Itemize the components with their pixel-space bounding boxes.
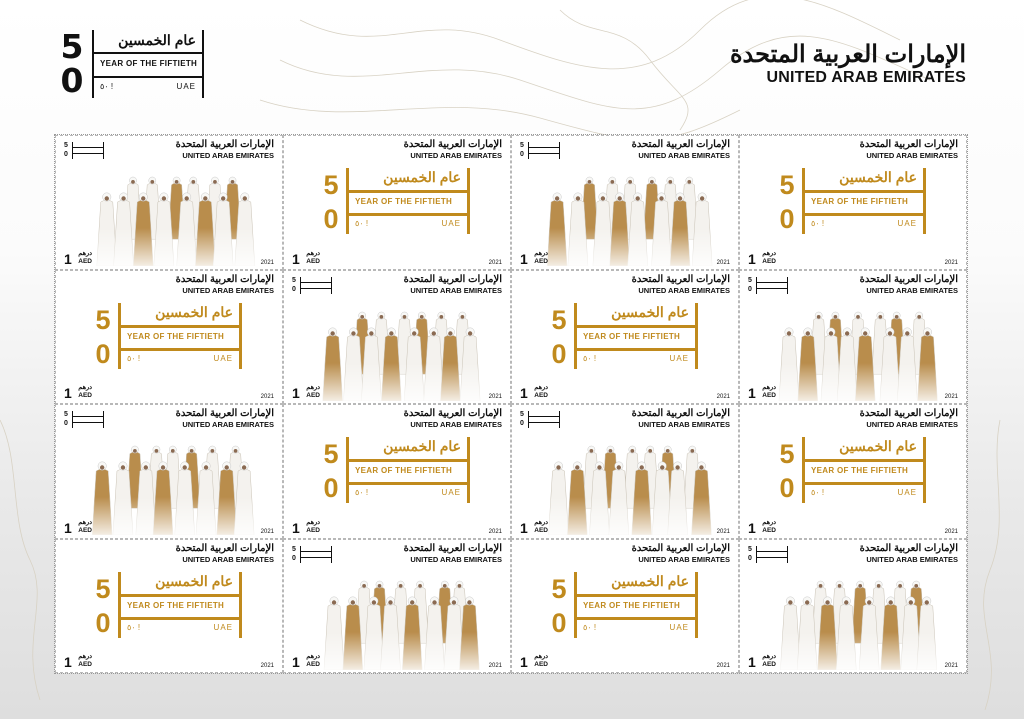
logo-bar <box>94 52 202 78</box>
currency-english: AED <box>306 526 320 534</box>
stamp-year: 2021 <box>488 528 502 535</box>
logo-mark-right: UAE <box>441 219 461 228</box>
stamp-country-english: UNITED ARAB EMIRATES <box>638 554 730 564</box>
stamp-year: 2021 <box>716 394 730 400</box>
stamp-year: 2021 <box>944 259 958 266</box>
logo-bar <box>349 459 467 485</box>
logo-bar <box>349 190 467 216</box>
denomination-value: 1 <box>520 519 528 536</box>
logo-mark-left: ٥٠ ! <box>811 219 825 228</box>
stamp-country <box>860 139 958 160</box>
currency-arabic: درهم <box>534 384 549 391</box>
stamp-country <box>860 408 958 429</box>
denomination-value: 1 <box>292 250 300 267</box>
currency-english: AED <box>78 392 92 399</box>
denomination-value: 1 <box>292 385 300 401</box>
year-of-fiftieth-logo <box>320 437 468 505</box>
mini-logo-number: 5 0 <box>520 142 524 158</box>
stamp-logo <box>739 404 967 539</box>
stamp-country <box>632 543 730 564</box>
logo-english-title: YEAR OF THE FIFTIETH <box>583 331 681 341</box>
stamp-country <box>404 274 502 295</box>
logo-mark-right: UAE <box>213 353 233 363</box>
mini-logo-number: 5 0 <box>292 276 296 293</box>
logo-frame <box>802 168 926 234</box>
stamp-country-english: UNITED ARAB EMIRATES <box>410 554 502 564</box>
logo-mark-left: ٥٠ ! <box>355 219 369 228</box>
stamp-denomination <box>64 248 92 266</box>
logo-english-title: YEAR OF THE FIFTIETH <box>127 331 225 341</box>
stamp-photo <box>283 270 511 405</box>
mini-logo-number: 5 0 <box>748 545 752 562</box>
currency <box>78 653 92 669</box>
currency <box>762 384 776 400</box>
mini-logo-frame <box>300 277 332 294</box>
stamp-country-arabic: الإمارات العربية المتحدة <box>175 542 274 554</box>
stamp-year: 2021 <box>944 528 958 535</box>
stamp-grid <box>55 135 967 673</box>
logo-english-title: YEAR OF THE FIFTIETH <box>355 466 453 475</box>
logo-arabic-title: عام الخمسين <box>611 303 689 320</box>
stamp-country <box>404 139 502 160</box>
denomination-value: 1 <box>64 385 72 401</box>
logo-frame <box>346 437 470 503</box>
currency-english: AED <box>78 661 92 668</box>
stamp-year: 2021 <box>944 663 958 669</box>
currency <box>534 519 548 535</box>
currency <box>306 384 320 400</box>
currency <box>78 519 92 535</box>
currency-arabic: درهم <box>306 249 321 257</box>
sheet-year-of-fiftieth-logo <box>58 27 208 104</box>
logo-mark-right: UAE <box>213 622 233 632</box>
stamp-denomination <box>292 517 320 535</box>
currency <box>762 250 776 266</box>
currency-arabic: درهم <box>306 518 321 526</box>
denomination-value: 1 <box>748 654 756 670</box>
logo-mark-left: ٥٠ ! <box>355 488 369 497</box>
year-of-fiftieth-logo <box>776 168 924 236</box>
stamp-country-english: UNITED ARAB EMIRATES <box>410 420 502 429</box>
stamp-country-arabic: الإمارات العربية المتحدة <box>859 139 958 150</box>
stamp-denomination <box>520 248 548 266</box>
logo-bar <box>121 325 239 351</box>
stamp-country <box>176 274 274 295</box>
logo-frame <box>92 30 204 98</box>
sheet-country-title <box>730 42 966 88</box>
currency <box>534 250 548 266</box>
currency-arabic: درهم <box>534 653 549 660</box>
logo-bar <box>121 594 239 620</box>
stamp-country <box>176 408 274 429</box>
logo-english-title: YEAR OF THE FIFTIETH <box>127 600 225 610</box>
currency <box>762 653 776 669</box>
currency-english: AED <box>306 661 320 668</box>
mini-logo-frame <box>528 142 560 159</box>
stamp-country-english: UNITED ARAB EMIRATES <box>638 285 730 295</box>
logo-arabic-title: عام الخمسين <box>383 438 461 454</box>
stamp-denomination <box>292 248 320 266</box>
mini-logo-frame <box>72 411 104 428</box>
logo-frame <box>802 437 926 503</box>
stamp-year: 2021 <box>260 663 274 669</box>
stamp-year: 2021 <box>488 259 502 266</box>
stamp-year: 2021 <box>488 663 502 669</box>
currency-arabic: درهم <box>534 518 549 526</box>
logo-arabic-title: عام الخمسين <box>839 438 917 454</box>
leaders-group-photo <box>86 427 261 535</box>
stamp-country-arabic: الإمارات العربية المتحدة <box>403 542 502 554</box>
logo-mark-right: UAE <box>897 219 917 228</box>
currency <box>306 653 320 669</box>
stamp-denomination <box>748 517 776 535</box>
stamp-photo <box>739 270 967 405</box>
currency-english: AED <box>534 661 548 668</box>
stamp-country <box>860 543 958 564</box>
currency-arabic: درهم <box>762 518 777 526</box>
stamp-country-english: UNITED ARAB EMIRATES <box>410 151 502 160</box>
logo-mark-left: ٥٠ ! <box>127 353 141 363</box>
year-of-fiftieth-logo <box>320 168 468 236</box>
currency-english: AED <box>534 526 548 534</box>
currency <box>78 250 92 266</box>
year-of-fiftieth-logo <box>92 572 240 640</box>
currency-english: AED <box>534 257 548 265</box>
stamp-country-arabic: الإمارات العربية المتحدة <box>403 139 502 150</box>
stamp-country-english: UNITED ARAB EMIRATES <box>866 554 958 564</box>
logo-bar <box>805 190 923 216</box>
stamp-logo <box>283 135 511 270</box>
logo-arabic-title: عام الخمسين <box>155 572 233 589</box>
stamp-photo <box>739 539 967 674</box>
currency-english: AED <box>762 526 776 534</box>
stamp-logo <box>739 135 967 270</box>
logo-english-title: YEAR OF THE FIFTIETH <box>583 600 681 610</box>
stamp-country <box>632 408 730 429</box>
stamp-denomination <box>748 382 776 400</box>
stamp-country <box>404 408 502 429</box>
mini-logo-frame <box>756 546 788 563</box>
stamp-country-arabic: الإمارات العربية المتحدة <box>859 408 958 419</box>
leaders-group-photo <box>314 293 489 401</box>
logo-frame <box>346 168 470 234</box>
stamp-country <box>404 543 502 564</box>
logo-frame <box>574 303 698 369</box>
currency-english: AED <box>78 526 92 534</box>
year-of-fiftieth-logo <box>548 572 696 640</box>
logo-number: 5 0 <box>95 573 111 638</box>
stamp-photo <box>511 135 739 270</box>
stamp-denomination <box>520 382 548 400</box>
currency <box>762 519 776 535</box>
currency-english: AED <box>762 257 776 265</box>
stamp-country-arabic: الإمارات العربية المتحدة <box>631 542 730 554</box>
stamp-year: 2021 <box>944 394 958 400</box>
stamp-denomination <box>748 651 776 669</box>
stamp-country-english: UNITED ARAB EMIRATES <box>866 151 958 160</box>
stamp-country-english: UNITED ARAB EMIRATES <box>182 151 274 160</box>
stamp-logo <box>55 270 283 405</box>
logo-number: 5 0 <box>60 27 84 100</box>
stamp-year: 2021 <box>716 259 730 266</box>
currency <box>534 653 548 669</box>
leaders-group-photo <box>314 562 489 670</box>
logo-mark-left: ٥٠ ! <box>100 82 114 91</box>
logo-mark-right: UAE <box>669 353 689 363</box>
year-of-fiftieth-logo <box>776 437 924 505</box>
logo-number: 5 0 <box>95 304 111 369</box>
logo-bar <box>577 325 695 351</box>
stamp-year: 2021 <box>260 259 274 266</box>
denomination-value: 1 <box>64 250 72 267</box>
mini-logo-number: 5 0 <box>520 411 524 427</box>
currency-arabic: درهم <box>78 518 93 526</box>
currency-arabic: درهم <box>78 384 93 391</box>
stamp-photo <box>55 135 283 270</box>
currency-arabic: درهم <box>78 249 93 257</box>
country-english: UNITED ARAB EMIRATES <box>766 69 966 86</box>
stamp-photo <box>511 404 739 539</box>
stamp-country-english: UNITED ARAB EMIRATES <box>182 420 274 429</box>
stamp-country <box>632 274 730 295</box>
stamp-denomination <box>292 382 320 400</box>
denomination-value: 1 <box>748 519 756 536</box>
stamp-year: 2021 <box>716 663 730 669</box>
stamp-country-arabic: الإمارات العربية المتحدة <box>631 273 730 285</box>
stamp-country-english: UNITED ARAB EMIRATES <box>410 285 502 295</box>
mini-logo-frame <box>300 546 332 563</box>
stamp-country <box>176 139 274 160</box>
currency-arabic: درهم <box>306 653 321 660</box>
stamp-country-arabic: الإمارات العربية المتحدة <box>175 273 274 285</box>
stamp-country-english: UNITED ARAB EMIRATES <box>182 285 274 295</box>
currency <box>534 384 548 400</box>
denomination-value: 1 <box>520 250 528 267</box>
stamp-country-arabic: الإمارات العربية المتحدة <box>403 273 502 285</box>
logo-arabic-title: عام الخمسين <box>839 169 917 185</box>
currency-english: AED <box>762 392 776 399</box>
country-arabic: الإمارات العربية المتحدة <box>729 41 966 68</box>
logo-number: 5 0 <box>323 170 339 234</box>
denomination-value: 1 <box>520 654 528 670</box>
currency-english: AED <box>306 257 320 265</box>
currency-arabic: درهم <box>762 384 777 391</box>
logo-number: 5 0 <box>323 439 339 503</box>
stamp-denomination <box>520 651 548 669</box>
stamp-denomination <box>64 382 92 400</box>
logo-number: 5 0 <box>551 304 567 369</box>
logo-english-title: YEAR OF THE FIFTIETH <box>355 197 453 206</box>
currency-english: AED <box>306 392 320 399</box>
stamp-country <box>860 274 958 295</box>
currency-arabic: درهم <box>762 653 777 660</box>
stamp-country-arabic: الإمارات العربية المتحدة <box>859 542 958 554</box>
currency-arabic: درهم <box>762 249 777 257</box>
stamp-logo <box>283 404 511 539</box>
logo-mark-right: UAE <box>669 622 689 632</box>
logo-mark-left: ٥٠ ! <box>583 353 597 363</box>
year-of-fiftieth-logo <box>548 303 696 371</box>
logo-number: 5 0 <box>779 439 795 503</box>
mini-logo-frame <box>72 142 104 159</box>
logo-mark-right: UAE <box>897 488 917 497</box>
stamp-denomination <box>64 517 92 535</box>
stamp-logo <box>511 539 739 674</box>
denomination-value: 1 <box>520 385 528 401</box>
stamp-country-arabic: الإمارات العربية المتحدة <box>631 408 730 419</box>
stamp-country <box>176 543 274 564</box>
stamp-denomination <box>64 651 92 669</box>
leaders-group-photo <box>542 158 717 266</box>
leaders-group-photo <box>86 158 261 266</box>
currency-english: AED <box>762 661 776 668</box>
mini-logo-number: 5 0 <box>64 142 68 158</box>
logo-mark-left: ٥٠ ! <box>583 622 597 632</box>
mini-logo-number: 5 0 <box>748 276 752 293</box>
denomination-value: 1 <box>64 654 72 670</box>
stamp-denomination <box>520 517 548 535</box>
stamp-year: 2021 <box>716 528 730 535</box>
logo-arabic-title: عام الخمسين <box>118 32 196 48</box>
logo-bar <box>805 459 923 485</box>
logo-mark-right: UAE <box>441 488 461 497</box>
stamp-photo <box>283 539 511 674</box>
logo-english-title: YEAR OF THE FIFTIETH <box>100 59 198 68</box>
leaders-group-photo <box>770 293 945 401</box>
stamp-logo <box>511 270 739 405</box>
denomination-value: 1 <box>292 654 300 670</box>
stamp-country <box>632 139 730 160</box>
logo-english-title: YEAR OF THE FIFTIETH <box>811 466 909 475</box>
stamp-denomination <box>748 248 776 266</box>
denomination-value: 1 <box>748 385 756 401</box>
logo-number: 5 0 <box>551 573 567 638</box>
leaders-group-photo <box>770 562 945 670</box>
year-of-fiftieth-logo <box>92 303 240 371</box>
stamp-year: 2021 <box>488 394 502 400</box>
stamp-denomination <box>292 651 320 669</box>
stamp-country-arabic: الإمارات العربية المتحدة <box>175 408 274 419</box>
logo-number: 5 0 <box>779 170 795 234</box>
logo-arabic-title: عام الخمسين <box>383 169 461 185</box>
mini-logo-number: 5 0 <box>64 411 68 427</box>
leaders-group-photo <box>542 427 717 535</box>
stamp-country-english: UNITED ARAB EMIRATES <box>866 285 958 295</box>
stamp-logo <box>55 539 283 674</box>
currency-arabic: درهم <box>78 653 93 660</box>
mini-logo-frame <box>528 411 560 428</box>
stamp-country-english: UNITED ARAB EMIRATES <box>866 420 958 429</box>
stamp-year: 2021 <box>260 528 274 535</box>
mini-logo-number: 5 0 <box>292 545 296 562</box>
logo-english-title: YEAR OF THE FIFTIETH <box>811 197 909 206</box>
logo-frame <box>118 572 242 638</box>
stamp-country-english: UNITED ARAB EMIRATES <box>182 554 274 564</box>
stamp-country-english: UNITED ARAB EMIRATES <box>638 151 730 160</box>
currency <box>78 384 92 400</box>
logo-frame <box>118 303 242 369</box>
stamp-country-arabic: الإمارات العربية المتحدة <box>403 408 502 419</box>
denomination-value: 1 <box>292 519 300 536</box>
logo-arabic-title: عام الخمسين <box>611 572 689 589</box>
mini-logo-frame <box>756 277 788 294</box>
stamp-photo <box>55 404 283 539</box>
denomination-value: 1 <box>748 250 756 267</box>
currency-arabic: درهم <box>306 384 321 391</box>
logo-mark-right: UAE <box>176 82 196 91</box>
stamp-country-arabic: الإمارات العربية المتحدة <box>631 139 730 150</box>
stamp-country-arabic: الإمارات العربية المتحدة <box>859 273 958 285</box>
currency <box>306 250 320 266</box>
logo-mark-left: ٥٠ ! <box>811 488 825 497</box>
stamp-country-arabic: الإمارات العربية المتحدة <box>175 139 274 150</box>
stamp-year: 2021 <box>260 394 274 400</box>
logo-frame <box>574 572 698 638</box>
currency-english: AED <box>534 392 548 399</box>
currency-english: AED <box>78 257 92 265</box>
denomination-value: 1 <box>64 519 72 536</box>
logo-bar <box>577 594 695 620</box>
logo-arabic-title: عام الخمسين <box>155 303 233 320</box>
logo-mark-left: ٥٠ ! <box>127 622 141 632</box>
currency-arabic: درهم <box>534 249 549 257</box>
stamp-country-english: UNITED ARAB EMIRATES <box>638 420 730 429</box>
currency <box>306 519 320 535</box>
